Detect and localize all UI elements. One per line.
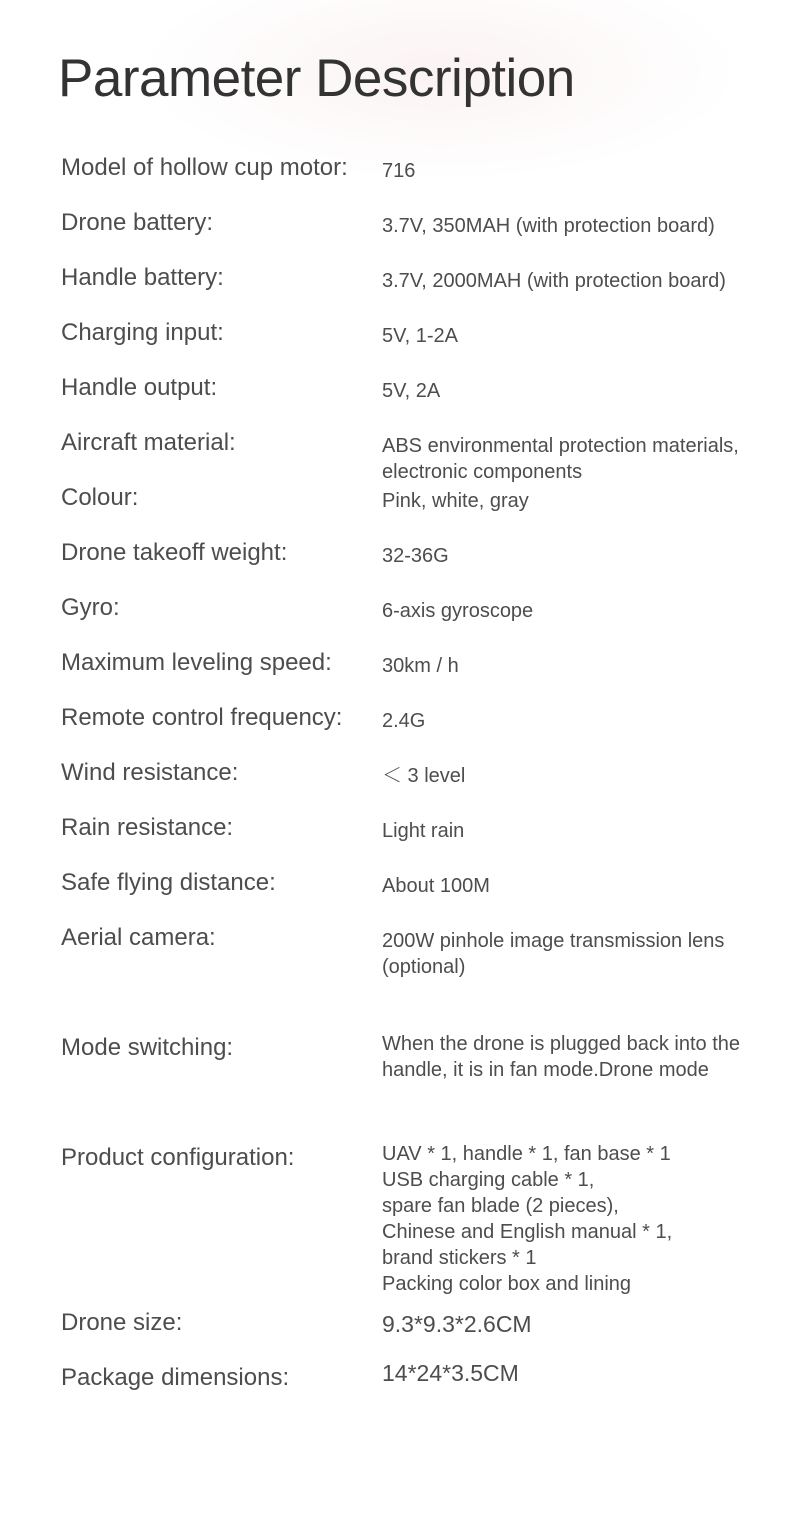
param-value (382, 1141, 786, 1297)
param-value-line: Pink, white, gray (382, 490, 529, 512)
param-value-line: UAV * 1, handle * 1, fan base * 1 (382, 1143, 671, 1165)
param-value-line: 2.4G (382, 710, 426, 732)
param-value-line: 3.7V, 2000MAH (with protection board) (382, 270, 726, 292)
param-value-line: (optional) (382, 956, 466, 978)
param-value (382, 928, 786, 980)
param-value-line: 30km / h (382, 655, 459, 677)
param-label: Handle battery: (61, 264, 224, 291)
param-value-line: Packing color box and lining (382, 1273, 632, 1295)
param-label: Remote control frequency: (61, 704, 343, 731)
param-value (382, 763, 786, 789)
param-value-line: ABS environmental protection materials, (382, 435, 739, 457)
param-value-line: handle, it is in fan mode.Drone mode (382, 1059, 709, 1081)
param-value (382, 818, 786, 844)
param-label: Drone takeoff weight: (61, 539, 288, 566)
param-value-line: 5V, 2A (382, 380, 441, 402)
param-value-line: Chinese and English manual * 1, (382, 1221, 673, 1243)
param-label: Package dimensions: (61, 1364, 290, 1391)
param-value (382, 1311, 786, 1337)
param-label: Aircraft material: (61, 429, 236, 456)
param-value-line: electronic components (382, 461, 583, 483)
param-label: Drone battery: (61, 209, 214, 236)
param-label: Wind resistance: (61, 759, 239, 786)
param-value-line: USB charging cable * 1, (382, 1169, 595, 1191)
param-value (382, 708, 786, 734)
param-value (382, 1360, 786, 1386)
param-value-line: spare fan blade (2 pieces), (382, 1195, 619, 1217)
param-value-line: When the drone is plugged back into the (382, 1033, 741, 1055)
param-label: Product configuration: (61, 1144, 295, 1171)
param-value (382, 873, 786, 899)
param-value-line: 716 (382, 160, 416, 182)
param-label: Gyro: (61, 594, 120, 621)
param-value-line: brand stickers * 1 (382, 1247, 537, 1269)
param-label: Aerial camera: (61, 924, 216, 951)
param-label: Drone size: (61, 1309, 183, 1336)
param-label: Colour: (61, 484, 139, 511)
param-value (382, 158, 786, 184)
param-value (382, 598, 786, 624)
param-value-line: 200W pinhole image transmission lens (382, 930, 725, 952)
param-label: Charging input: (61, 319, 224, 346)
param-value (382, 213, 786, 239)
param-label: Rain resistance: (61, 814, 234, 841)
param-value-line: 9.3*9.3*2.6CM (382, 1311, 532, 1337)
param-value-line: 6-axis gyroscope (382, 600, 534, 622)
param-value (382, 1031, 786, 1083)
param-label: Maximum leveling speed: (61, 649, 332, 676)
param-value-line: About 100M (382, 875, 490, 897)
param-label: Safe flying distance: (61, 869, 276, 896)
param-label: Model of hollow cup motor: (61, 154, 348, 181)
param-value (382, 268, 786, 294)
param-value (382, 378, 786, 404)
param-label: Mode switching: (61, 1034, 234, 1061)
param-value (382, 543, 786, 569)
param-value-line: 14*24*3.5CM (382, 1360, 519, 1386)
param-value (382, 653, 786, 679)
param-value-line: 32-36G (382, 545, 449, 567)
param-value (382, 323, 786, 349)
page-title: Parameter Description (58, 49, 575, 108)
param-value-line: Light rain (382, 820, 465, 842)
param-value (382, 488, 786, 514)
param-label: Handle output: (61, 374, 218, 401)
param-value-line: ＜ 3 level (382, 765, 466, 787)
param-value-line: 3.7V, 350MAH (with protection board) (382, 215, 715, 237)
param-value (382, 433, 786, 485)
param-value-line: 5V, 1-2A (382, 325, 458, 347)
